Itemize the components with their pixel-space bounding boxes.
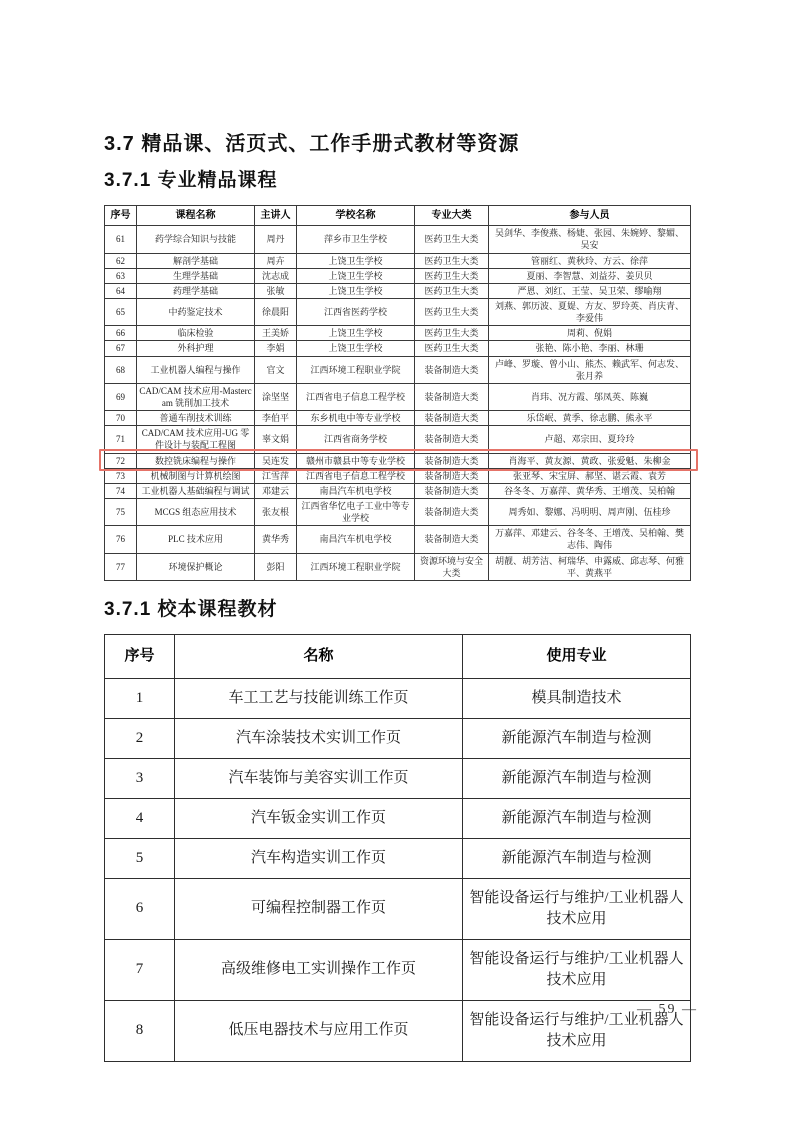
cell-seq: 72	[105, 453, 137, 468]
cell-seq: 4	[105, 798, 175, 838]
cell-participants: 乐岱岷、黄季、徐志鹏、熊永平	[489, 411, 691, 426]
cell-participants: 管丽红、黄秋玲、方云、徐萍	[489, 253, 691, 268]
table-row	[105, 226, 691, 253]
cell-seq: 3	[105, 758, 175, 798]
cell-teacher: 邓建云	[255, 483, 297, 498]
section-heading: 3.7 精品课、活页式、工作手册式教材等资源	[104, 133, 520, 155]
cell-teacher: 周丹	[255, 226, 297, 253]
cell-major-category: 医药卫生大类	[415, 326, 489, 341]
cell-seq: 65	[105, 299, 137, 326]
table-row	[105, 718, 691, 758]
table-row	[105, 498, 691, 525]
premium-courses-table	[104, 205, 691, 581]
cell-textbook-name: 低压电器技术与应用工作页	[175, 1000, 463, 1061]
page-number: — 59 —	[637, 1002, 698, 1017]
cell-participants: 吴剑华、李俊燕、杨婕、张园、朱婉婷、黎媚、吴安	[489, 226, 691, 253]
cell-textbook-name: 车工工艺与技能训练工作页	[175, 678, 463, 718]
cell-participants: 胡靓、胡芳洁、柯瑞华、申露威、邱志琴、何雅平、黄燕平	[489, 553, 691, 580]
cell-major-category: 装备制造大类	[415, 468, 489, 483]
cell-school-name: 江西省华忆电子工业中等专业学校	[297, 498, 415, 525]
cell-seq: 70	[105, 411, 137, 426]
cell-seq: 66	[105, 326, 137, 341]
table-row	[105, 798, 691, 838]
cell-school-name: 江西省电子信息工程学校	[297, 468, 415, 483]
cell-teacher: 周卉	[255, 253, 297, 268]
cell-course-name: 药学综合知识与技能	[137, 226, 255, 253]
cell-course-name: 药理学基础	[137, 283, 255, 298]
column-header-major: 使用专业	[463, 634, 691, 678]
cell-major-category: 装备制造大类	[415, 356, 489, 383]
textbook-table-wrap	[104, 634, 690, 1062]
cell-course-name: 工业机器人基础编程与调试	[137, 483, 255, 498]
cell-teacher: 沈志成	[255, 268, 297, 283]
cell-applied-major: 新能源汽车制造与检测	[463, 758, 691, 798]
cell-major-category: 医药卫生大类	[415, 226, 489, 253]
cell-school-name: 上饶卫生学校	[297, 326, 415, 341]
cell-textbook-name: 汽车构造实训工作页	[175, 838, 463, 878]
cell-course-name: 生理学基础	[137, 268, 255, 283]
table-row	[105, 426, 691, 453]
column-header-seq: 序号	[105, 634, 175, 678]
table-row	[105, 453, 691, 468]
cell-seq: 5	[105, 838, 175, 878]
cell-major-category: 医药卫生大类	[415, 299, 489, 326]
cell-school-name: 上饶卫生学校	[297, 253, 415, 268]
table-header-row	[105, 205, 691, 226]
cell-course-name: 解剖学基础	[137, 253, 255, 268]
table-row	[105, 678, 691, 718]
cell-seq: 67	[105, 341, 137, 356]
cell-teacher: 彭阳	[255, 553, 297, 580]
cell-participants: 肖玮、况方霞、邬凤英、陈巍	[489, 383, 691, 410]
table-row	[105, 838, 691, 878]
cell-school-name: 南昌汽车机电学校	[297, 483, 415, 498]
cell-participants: 卢超、邓宗田、夏玲玲	[489, 426, 691, 453]
table-row	[105, 1000, 691, 1061]
table-row	[105, 526, 691, 553]
cell-participants: 周秀如、黎娜、冯明明、周声刚、伍桂珍	[489, 498, 691, 525]
cell-teacher: 官文	[255, 356, 297, 383]
page-content	[104, 132, 690, 1080]
table-row	[105, 253, 691, 268]
subsection-heading-premium-courses: 3.7.1 专业精品课程	[104, 170, 278, 191]
cell-school-name: 上饶卫生学校	[297, 341, 415, 356]
cell-major-category: 装备制造大类	[415, 383, 489, 410]
cell-teacher: 江雪萍	[255, 468, 297, 483]
subsection-heading-school-textbooks: 3.7.1 校本课程教材	[104, 598, 278, 620]
cell-course-name: MCGS 组态应用技术	[137, 498, 255, 525]
cell-textbook-name: 汽车装饰与美容实训工作页	[175, 758, 463, 798]
table-row	[105, 299, 691, 326]
column-header-school: 学校名称	[297, 205, 415, 226]
cell-textbook-name: 汽车涂装技术实训工作页	[175, 718, 463, 758]
cell-seq: 61	[105, 226, 137, 253]
cell-teacher: 吴连发	[255, 453, 297, 468]
cell-school-name: 江西省商务学校	[297, 426, 415, 453]
cell-course-name: 工业机器人编程与操作	[137, 356, 255, 383]
cell-textbook-name: 汽车钣金实训工作页	[175, 798, 463, 838]
cell-teacher: 张友根	[255, 498, 297, 525]
table-row	[105, 483, 691, 498]
cell-course-name: CAD/CAM 技术应用-UG 零件设计与装配工程图	[137, 426, 255, 453]
cell-major-category: 医药卫生大类	[415, 268, 489, 283]
cell-course-name: 外科护理	[137, 341, 255, 356]
cell-seq: 2	[105, 718, 175, 758]
cell-seq: 75	[105, 498, 137, 525]
table-row	[105, 468, 691, 483]
table-row	[105, 341, 691, 356]
cell-textbook-name: 可编程控制器工作页	[175, 878, 463, 939]
column-header-participants: 参与人员	[489, 205, 691, 226]
cell-applied-major: 新能源汽车制造与检测	[463, 838, 691, 878]
column-header-teacher: 主讲人	[255, 205, 297, 226]
table-row	[105, 758, 691, 798]
cell-participants: 张艳、陈小艳、李丽、林珊	[489, 341, 691, 356]
cell-seq: 7	[105, 939, 175, 1000]
cell-seq: 71	[105, 426, 137, 453]
cell-course-name: 环境保护概论	[137, 553, 255, 580]
cell-teacher: 黄华秀	[255, 526, 297, 553]
cell-applied-major: 模具制造技术	[463, 678, 691, 718]
cell-teacher: 徐晨阳	[255, 299, 297, 326]
cell-seq: 64	[105, 283, 137, 298]
cell-seq: 8	[105, 1000, 175, 1061]
table-row	[105, 939, 691, 1000]
cell-major-category: 装备制造大类	[415, 411, 489, 426]
cell-seq: 6	[105, 878, 175, 939]
table-header-row	[105, 634, 691, 678]
column-header-name: 名称	[175, 634, 463, 678]
column-header-seq: 序号	[105, 205, 137, 226]
cell-applied-major: 新能源汽车制造与检测	[463, 798, 691, 838]
cell-school-name: 萍乡市卫生学校	[297, 226, 415, 253]
cell-applied-major: 新能源汽车制造与检测	[463, 718, 691, 758]
cell-participants: 万嘉萍、邓建云、谷冬冬、王增茂、吴柏翰、樊志伟、陶伟	[489, 526, 691, 553]
cell-course-name: 中药鉴定技术	[137, 299, 255, 326]
cell-teacher: 涂坚坚	[255, 383, 297, 410]
column-header-course: 课程名称	[137, 205, 255, 226]
cell-school-name: 江西环境工程职业学院	[297, 553, 415, 580]
cell-school-name: 南昌汽车机电学校	[297, 526, 415, 553]
cell-seq: 62	[105, 253, 137, 268]
cell-applied-major: 智能设备运行与维护/工业机器人技术应用	[463, 1000, 691, 1061]
column-header-category: 专业大类	[415, 205, 489, 226]
cell-school-name: 东乡机电中等专业学校	[297, 411, 415, 426]
cell-major-category: 医药卫生大类	[415, 253, 489, 268]
cell-teacher: 王美娇	[255, 326, 297, 341]
cell-seq: 76	[105, 526, 137, 553]
table-row	[105, 411, 691, 426]
cell-participants: 周莉、倪娟	[489, 326, 691, 341]
cell-course-name: 数控铣床编程与操作	[137, 453, 255, 468]
cell-textbook-name: 高级维修电工实训操作工作页	[175, 939, 463, 1000]
cell-seq: 69	[105, 383, 137, 410]
cell-major-category: 装备制造大类	[415, 483, 489, 498]
cell-course-name: CAD/CAM 技术应用-Mastercam 铣削加工技术	[137, 383, 255, 410]
cell-teacher: 张敏	[255, 283, 297, 298]
cell-course-name: 临床检验	[137, 326, 255, 341]
cell-school-name: 江西环境工程职业学院	[297, 356, 415, 383]
cell-participants: 卢峰、罗璇、曾小山、熊杰、赖武军、何志发、张月养	[489, 356, 691, 383]
cell-teacher: 李伯平	[255, 411, 297, 426]
cell-course-name: 机械制图与计算机绘图	[137, 468, 255, 483]
cell-participants: 刘燕、郭历波、夏媞、方友、罗玲英、肖庆青、李爱伟	[489, 299, 691, 326]
cell-seq: 74	[105, 483, 137, 498]
table-row	[105, 326, 691, 341]
cell-school-name: 江西省医药学校	[297, 299, 415, 326]
cell-course-name: 普通车削技术训练	[137, 411, 255, 426]
cell-applied-major: 智能设备运行与维护/工业机器人技术应用	[463, 878, 691, 939]
cell-major-category: 医药卫生大类	[415, 341, 489, 356]
cell-school-name: 赣州市赣县中等专业学校	[297, 453, 415, 468]
cell-teacher: 辜文娟	[255, 426, 297, 453]
table-row	[105, 283, 691, 298]
cell-applied-major: 智能设备运行与维护/工业机器人技术应用	[463, 939, 691, 1000]
cell-teacher: 李娟	[255, 341, 297, 356]
cell-seq: 68	[105, 356, 137, 383]
cell-major-category: 装备制造大类	[415, 453, 489, 468]
cell-school-name: 上饶卫生学校	[297, 268, 415, 283]
cell-participants: 夏丽、李智慧、刘益芬、姜贝贝	[489, 268, 691, 283]
cell-participants: 谷冬冬、万嘉萍、黄华秀、王增茂、吴柏翰	[489, 483, 691, 498]
cell-major-category: 医药卫生大类	[415, 283, 489, 298]
cell-seq: 63	[105, 268, 137, 283]
table-row	[105, 553, 691, 580]
cell-participants: 严恩、刘红、王莹、吴卫荣、缪喻翔	[489, 283, 691, 298]
cell-seq: 73	[105, 468, 137, 483]
cell-school-name: 上饶卫生学校	[297, 283, 415, 298]
cell-major-category: 装备制造大类	[415, 526, 489, 553]
cell-major-category: 资源环境与安全大类	[415, 553, 489, 580]
cell-major-category: 装备制造大类	[415, 498, 489, 525]
premium-courses-table-wrap	[104, 205, 690, 581]
school-textbook-table	[104, 634, 691, 1062]
cell-course-name: PLC 技术应用	[137, 526, 255, 553]
table-row	[105, 383, 691, 410]
cell-seq: 1	[105, 678, 175, 718]
cell-major-category: 装备制造大类	[415, 426, 489, 453]
cell-school-name: 江西省电子信息工程学校	[297, 383, 415, 410]
cell-participants: 张亚琴、宋宝屏、郝坚、谌云霞、袁芳	[489, 468, 691, 483]
table-row	[105, 878, 691, 939]
cell-participants: 肖海平、黄友源、黄政、张爱魁、朱柳金	[489, 453, 691, 468]
table-row	[105, 268, 691, 283]
table-row	[105, 356, 691, 383]
cell-seq: 77	[105, 553, 137, 580]
